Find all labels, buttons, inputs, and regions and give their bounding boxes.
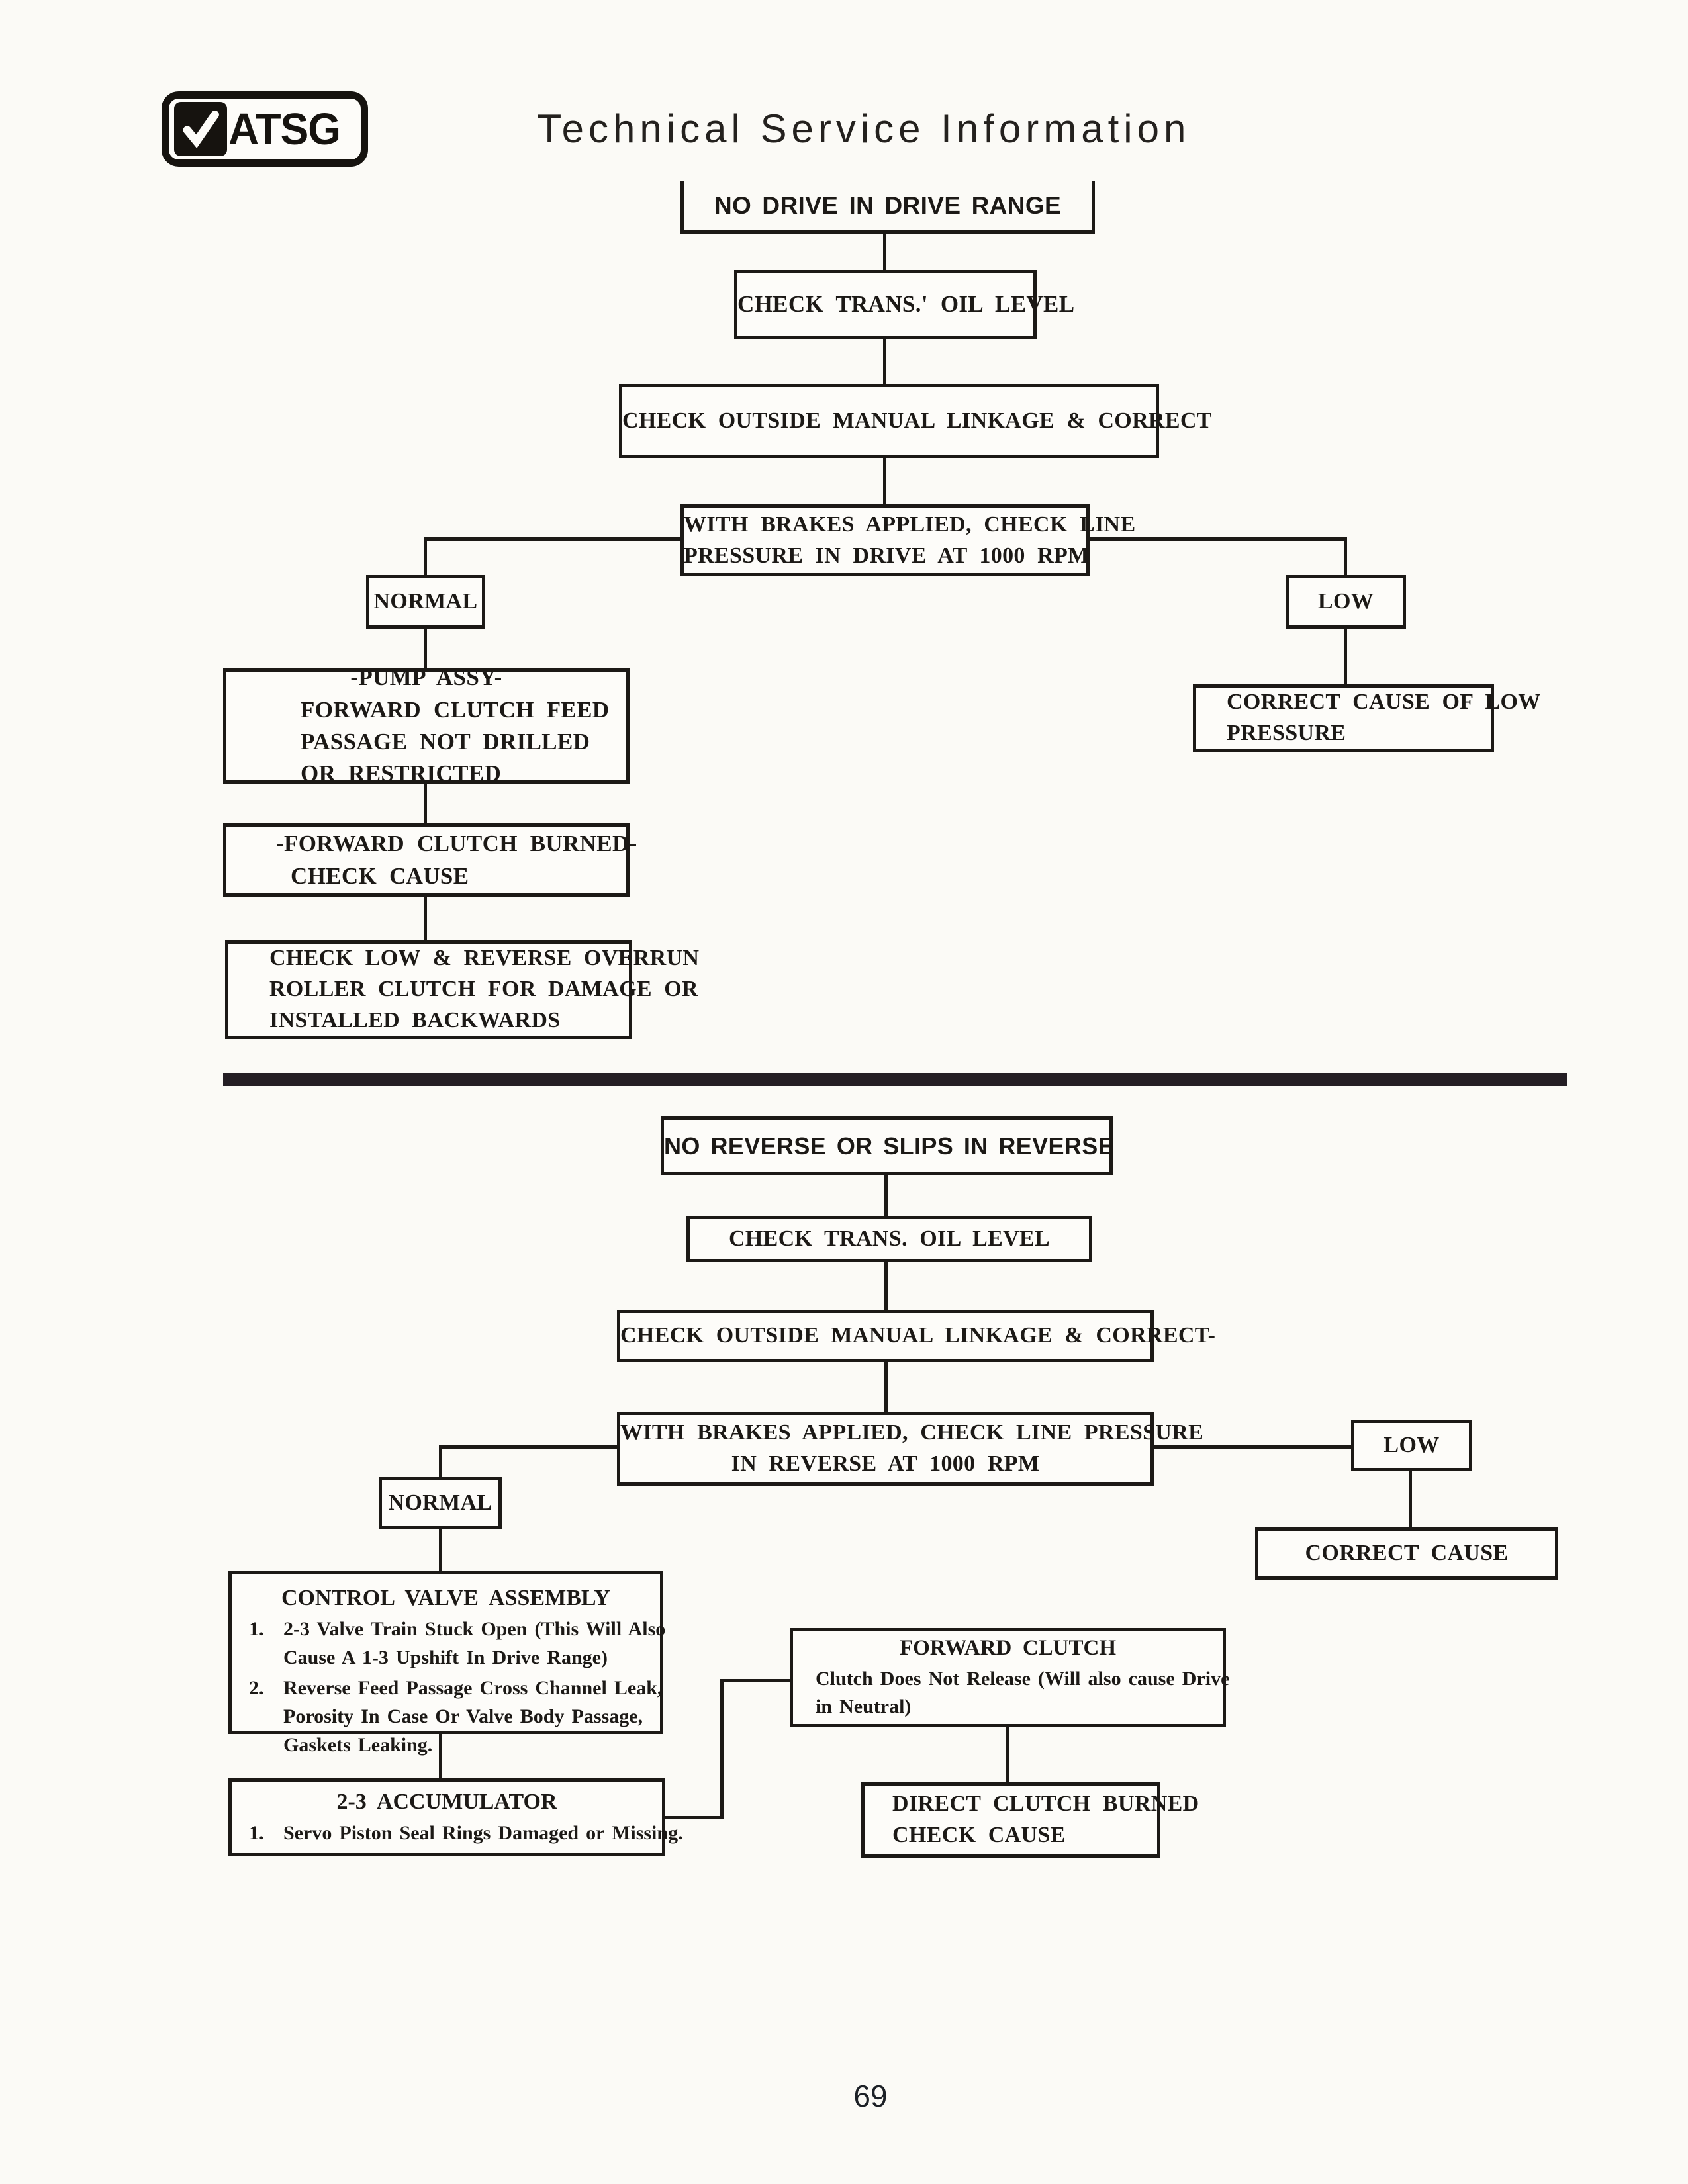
node-text-line: PRESSURE IN DRIVE AT 1000 RPM <box>684 543 1090 568</box>
node-check-trans-oil-level-2 <box>686 1216 1092 1262</box>
node-check-outside-manual-linkage-2 <box>617 1310 1216 1362</box>
node-text-line: CHECK OUTSIDE MANUAL LINKAGE & CORRECT- <box>620 1323 1216 1348</box>
list-text-line: 2-3 Valve Train Stuck Open (This Will Also <box>283 1618 666 1641</box>
node-check-outside-manual-linkage <box>619 384 1212 458</box>
node-title: 2-3 ACCUMULATOR <box>336 1789 557 1814</box>
list-number: 1. <box>249 1821 264 1844</box>
node-text-line: PRESSURE <box>1227 721 1346 745</box>
node-text-line: Clutch Does Not Release (Will also cause Drive <box>816 1667 1230 1690</box>
node-forward-clutch-burned <box>223 823 637 897</box>
list-item <box>232 1819 683 1848</box>
node-text-line: CHECK OUTSIDE MANUAL LINKAGE & CORRECT <box>622 408 1212 433</box>
node-low-1 <box>1286 575 1406 629</box>
node-check-trans-oil-level <box>734 270 1075 339</box>
node-correct-cause-low-pressure <box>1193 684 1541 752</box>
node-text-line: NO REVERSE OR SLIPS IN REVERSE <box>664 1132 1114 1160</box>
node-direct-clutch-burned <box>861 1782 1199 1858</box>
connector <box>439 1529 442 1571</box>
node-text-line: CORRECT CAUSE <box>1305 1541 1509 1566</box>
node-text-line: WITH BRAKES APPLIED, CHECK LINE <box>684 512 1136 537</box>
node-normal-2 <box>379 1477 502 1529</box>
connector <box>883 339 886 384</box>
node-text-line: CHECK LOW & REVERSE OVERRUN <box>269 946 700 971</box>
node-text-line: -PUMP ASSY- <box>350 664 502 691</box>
node-low-2 <box>1351 1420 1472 1471</box>
node-text-line: NORMAL <box>373 589 478 614</box>
node-text-line: CHECK TRANS. OIL LEVEL <box>728 1226 1051 1251</box>
node-correct-cause <box>1255 1527 1558 1580</box>
node-text-line: OR RESTRICTED <box>301 760 502 787</box>
node-title: FORWARD CLUTCH <box>899 1635 1117 1660</box>
node-check-line-pressure-reverse <box>617 1412 1204 1486</box>
list-number: 1. <box>249 1618 264 1641</box>
node-text-line: CORRECT CAUSE OF LOW <box>1227 690 1541 715</box>
connector <box>424 537 427 575</box>
checkmark-icon <box>174 102 227 156</box>
node-check-line-pressure-drive <box>680 504 1136 576</box>
connector <box>439 1445 442 1477</box>
node-forward-clutch <box>790 1628 1230 1727</box>
node-no-reverse-or-slips <box>661 1116 1113 1175</box>
connector <box>440 1445 617 1449</box>
connector <box>884 1175 888 1216</box>
node-text-line: DIRECT CLUTCH BURNED <box>892 1792 1199 1817</box>
node-text-line: NO DRIVE IN DRIVE RANGE <box>714 191 1062 219</box>
list-text-line: Porosity In Case Or Valve Body Passage, <box>283 1705 643 1727</box>
connector <box>720 1679 790 1682</box>
list-text-line: Gaskets Leaking. <box>283 1733 433 1756</box>
connector <box>1154 1445 1351 1449</box>
connector <box>884 1362 888 1412</box>
list-item <box>232 1615 666 1672</box>
list-text-line: Servo Piston Seal Rings Damaged or Missing. <box>283 1821 683 1844</box>
connector <box>1409 1471 1412 1527</box>
section-divider <box>223 1073 1567 1086</box>
node-control-valve-assembly <box>228 1571 666 1756</box>
list-text-line: Reverse Feed Passage Cross Channel Leak, <box>283 1677 663 1700</box>
list-text-line: Cause A 1-3 Upshift In Drive Range) <box>283 1646 608 1668</box>
connector <box>883 234 886 270</box>
node-text-line: IN REVERSE AT 1000 RPM <box>731 1451 1040 1476</box>
node-text-line: LOW <box>1383 1432 1440 1457</box>
node-text-line: CHECK CAUSE <box>892 1823 1066 1847</box>
connector <box>1344 537 1347 575</box>
list-number: 2. <box>249 1677 264 1700</box>
node-text-line: ROLLER CLUTCH FOR DAMAGE OR <box>269 977 698 1002</box>
connector <box>884 1262 888 1310</box>
node-title: CONTROL VALVE ASSEMBLY <box>281 1586 610 1610</box>
node-normal-1 <box>366 575 485 629</box>
node-2-3-accumulator <box>228 1778 683 1856</box>
node-no-drive-in-drive-range <box>680 181 1095 234</box>
node-text-line: NORMAL <box>388 1490 492 1516</box>
node-text-line: in Neutral) <box>816 1696 912 1718</box>
connector <box>1344 629 1347 684</box>
node-text-line: -FORWARD CLUTCH BURNED- <box>276 831 637 857</box>
node-check-low-reverse-overrun <box>225 940 700 1039</box>
connector <box>1006 1727 1009 1782</box>
node-text-line: CHECK CAUSE <box>291 862 469 889</box>
node-text-line: INSTALLED BACKWARDS <box>269 1007 561 1032</box>
node-text-line: CHECK TRANS.' OIL LEVEL <box>737 291 1075 317</box>
connector <box>1090 537 1346 541</box>
connector <box>425 537 680 541</box>
node-text-line: PASSAGE NOT DRILLED <box>301 729 590 754</box>
list-item <box>232 1674 663 1759</box>
node-text-line: FORWARD CLUTCH FEED <box>301 696 610 723</box>
atsg-logo <box>162 91 368 167</box>
connector <box>424 897 427 940</box>
connector <box>883 458 886 504</box>
page-number: 69 <box>853 2079 888 2113</box>
page-title: Technical Service Information <box>537 107 1191 151</box>
logo-text: ATSG <box>228 104 341 154</box>
node-pump-assy <box>223 664 630 787</box>
connector <box>720 1679 724 1819</box>
node-text-line: WITH BRAKES APPLIED, CHECK LINE PRESSURE <box>620 1420 1204 1445</box>
node-text-line: LOW <box>1317 589 1374 614</box>
